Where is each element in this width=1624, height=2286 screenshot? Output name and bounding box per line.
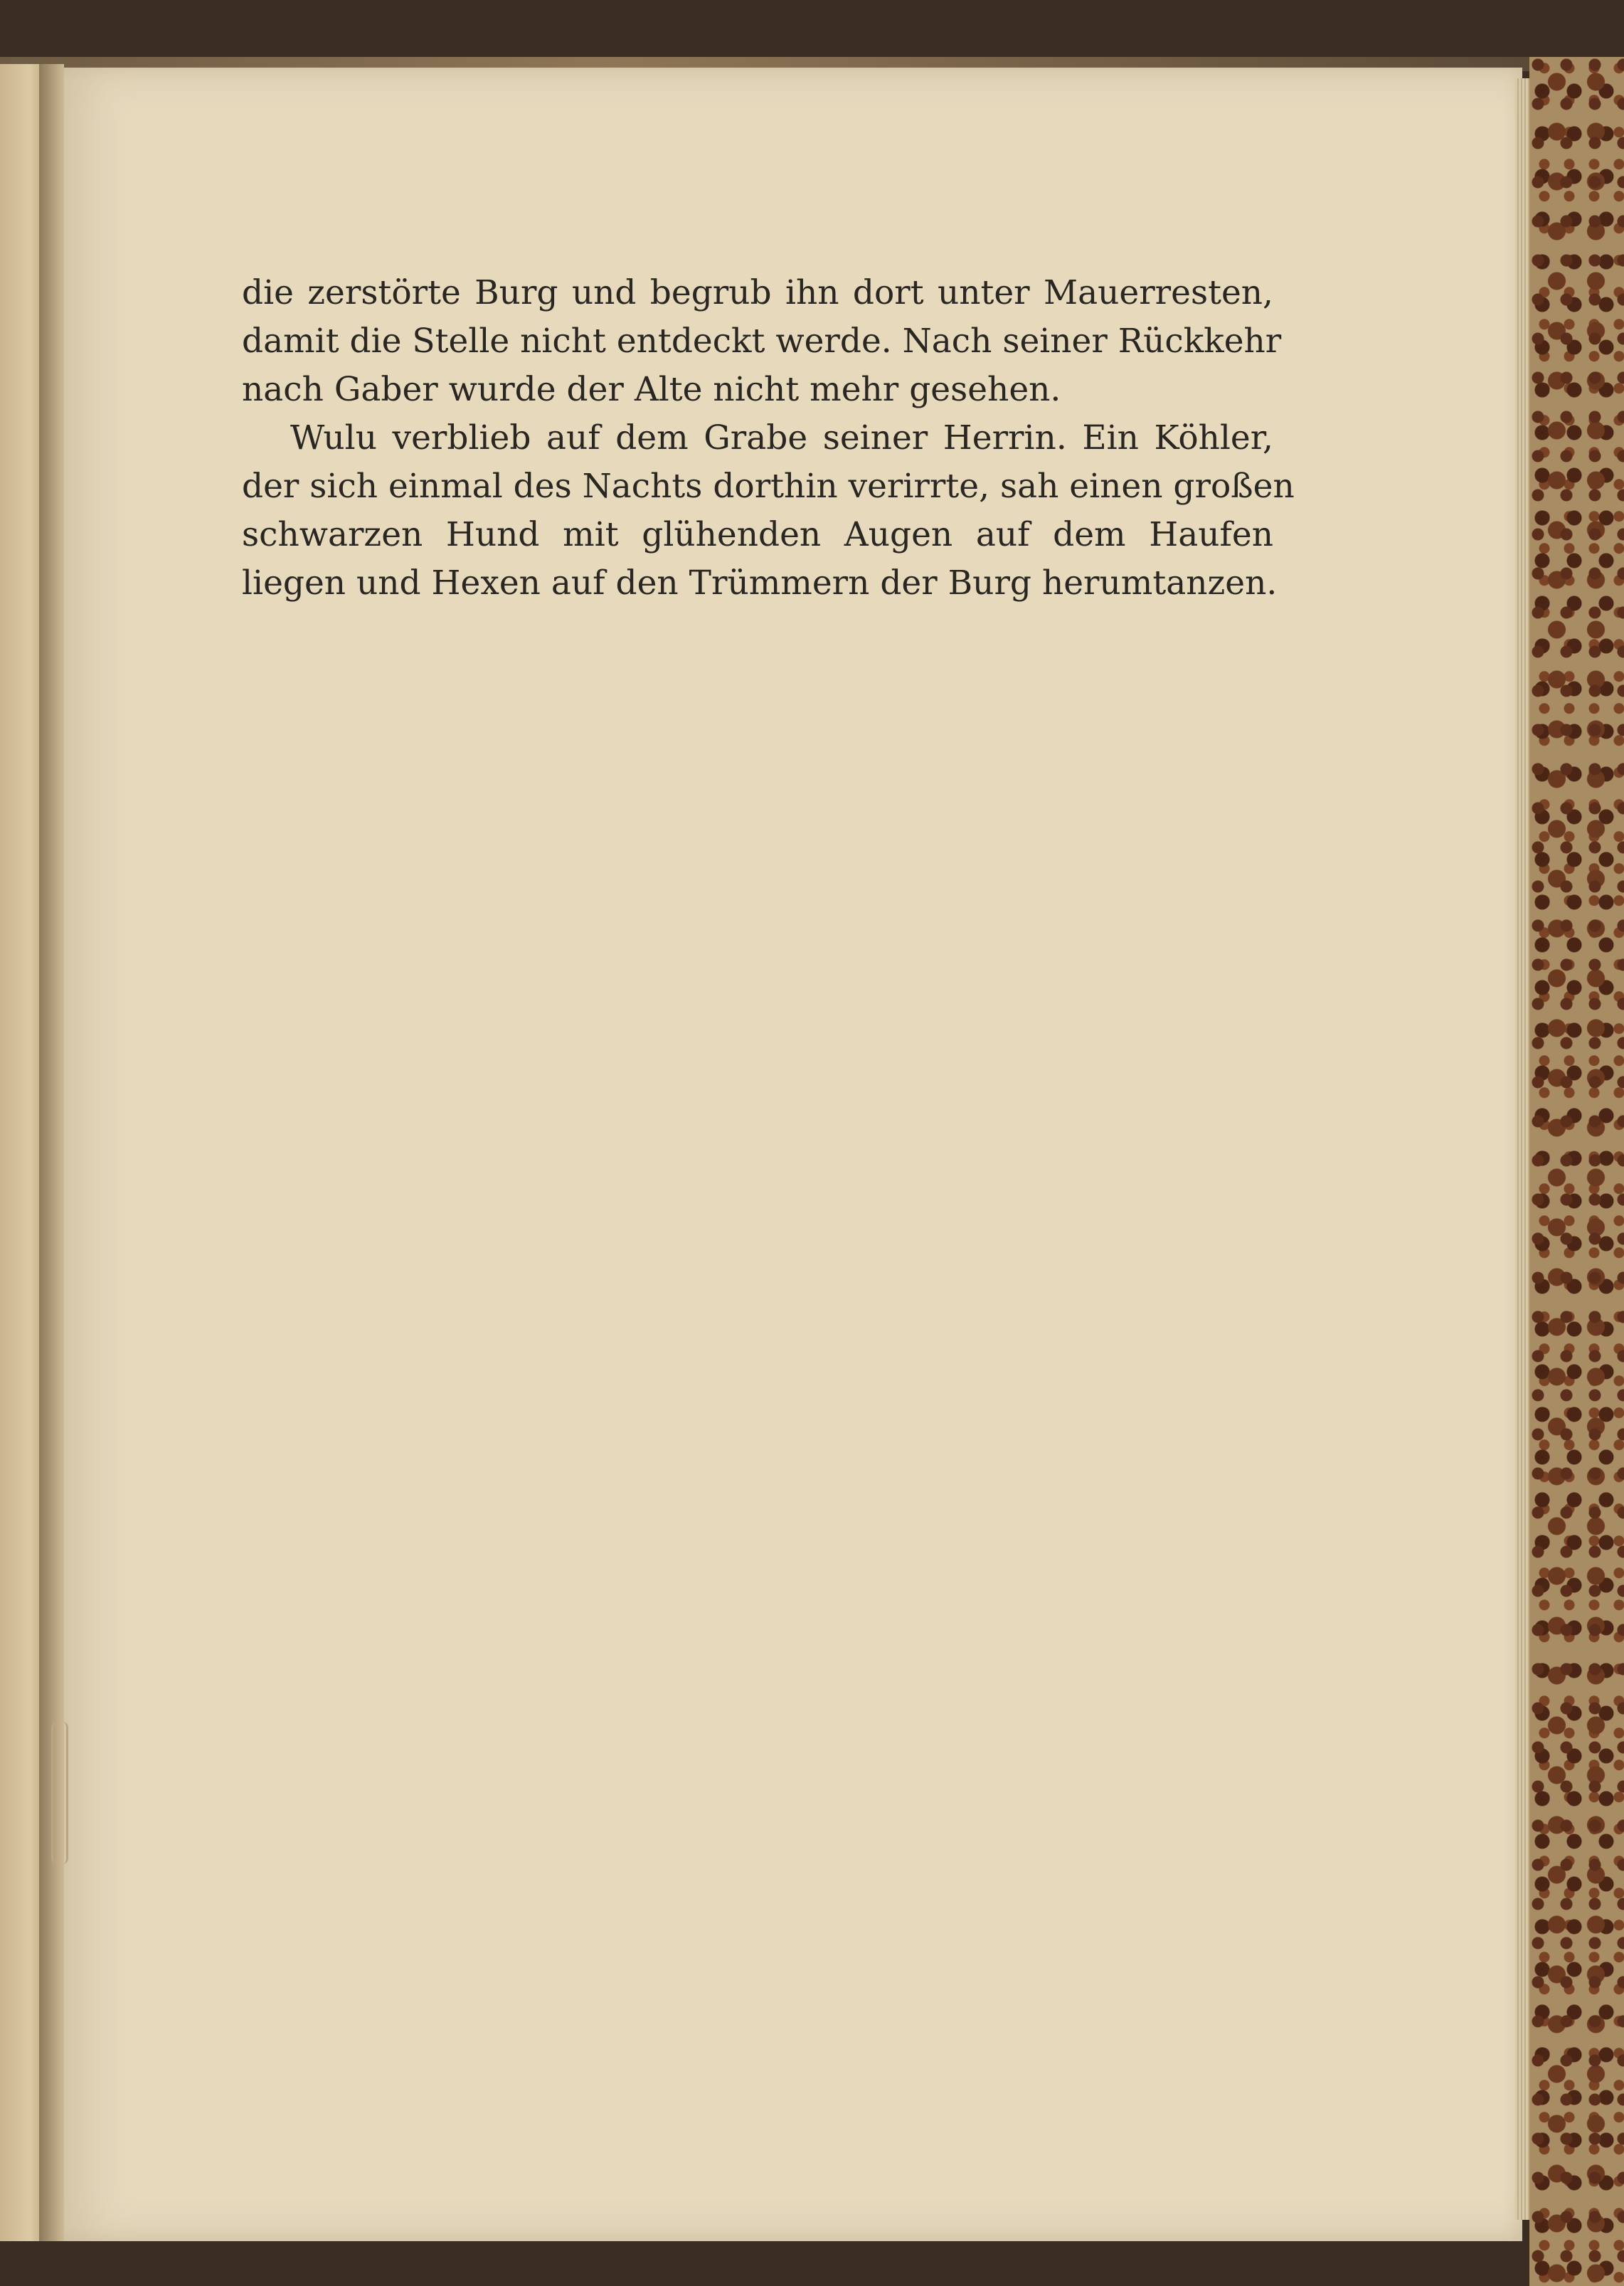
text-line: die zerstörte Burg und begrub ihn dort unter Mauerresten,	[242, 273, 1273, 312]
binding-thread	[51, 1722, 68, 1864]
text-line: damit die Stelle nicht entdeckt werde. Nach seiner Rückkehr	[242, 322, 1282, 361]
body-text	[242, 269, 1295, 608]
page-gutter	[39, 64, 64, 2241]
text-line: liegen und Hexen auf den Trümmern der Burg herumtanzen.	[242, 563, 1278, 603]
marbled-cover	[1529, 57, 1624, 2286]
text-line: nach Gaber wurde der Alte nicht mehr gesehen.	[242, 370, 1061, 409]
text-line: Wulu verblieb auf dem Grabe seiner Herrin. Ein Köhler,	[290, 418, 1273, 457]
text-line: schwarzen Hund mit glühenden Augen auf dem Haufen	[242, 515, 1273, 554]
text-line: der sich einmal des Nachts dorthin verirrte, sah einen großen	[242, 467, 1295, 506]
